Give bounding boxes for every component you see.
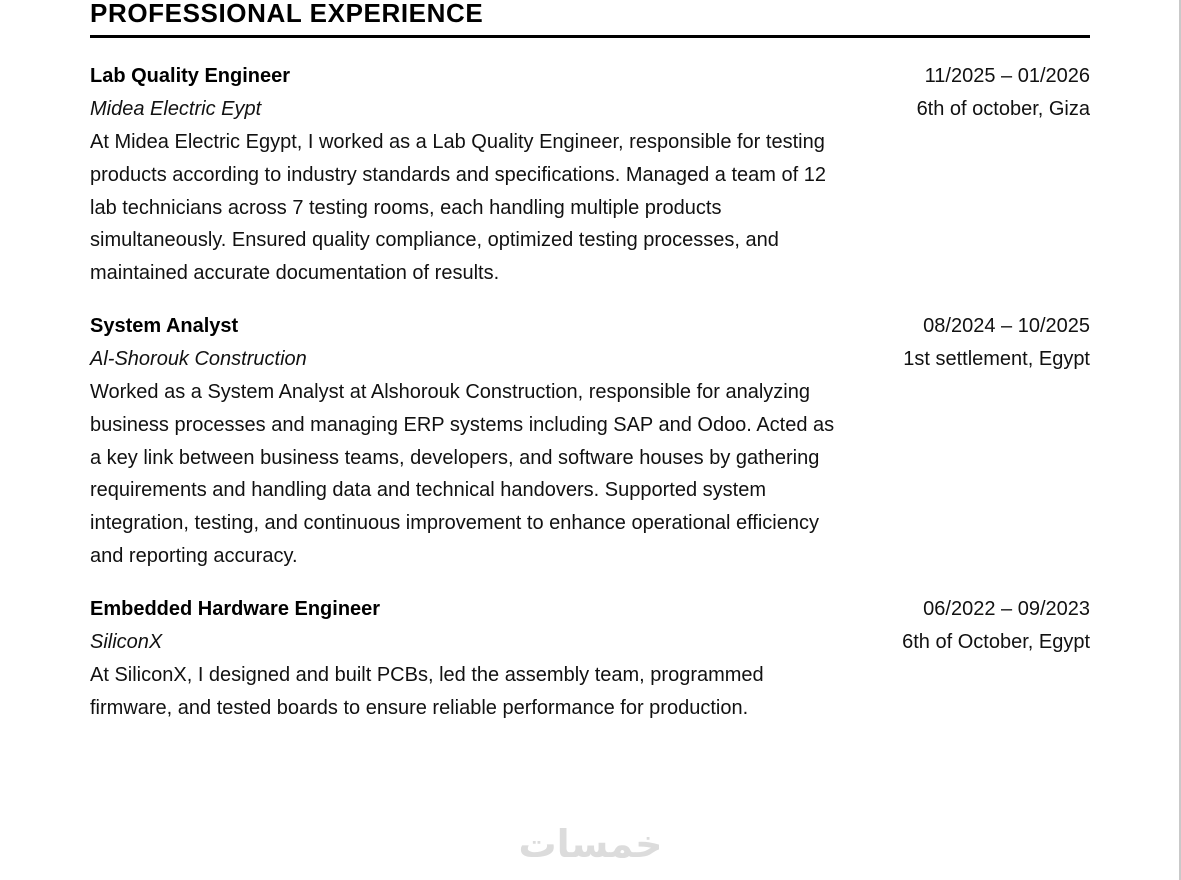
job-title: Embedded Hardware Engineer bbox=[90, 597, 381, 620]
job-company-row bbox=[90, 626, 1090, 659]
job-title: System Analyst bbox=[90, 314, 239, 337]
job-company-row bbox=[90, 343, 1090, 376]
job-company: Midea Electric Eypt bbox=[90, 98, 262, 120]
job-company: SiliconX bbox=[90, 630, 163, 653]
job-company: Al-Shorouk Construction bbox=[90, 347, 307, 370]
job-dates: 08/2024 – 10/2025 bbox=[923, 314, 1090, 337]
job-dates: 06/2022 – 09/2023 bbox=[923, 597, 1090, 620]
watermark-logo: خمسات bbox=[518, 822, 663, 866]
job-description: At SiliconX, I designed and built PCBs, led the assembly team, programmed firmware, and tested boards to ensure reliable performance for production. bbox=[90, 663, 764, 719]
job-dates: 11/2025 – 01/2026 bbox=[924, 65, 1090, 87]
section-title: PROFESSIONAL EXPERIENCE bbox=[90, 0, 1090, 38]
job-location: 1st settlement, Egypt bbox=[903, 347, 1090, 370]
job-company-row bbox=[90, 93, 1090, 126]
experience-section bbox=[90, 0, 1090, 724]
job-location: 6th of October, Egypt bbox=[902, 630, 1090, 653]
job-header-row bbox=[90, 60, 1090, 93]
job-description: At Midea Electric Egypt, I worked as a Lab Quality Engineer, responsible for testing products according to industry standards and specifications. Managed a team of 12 lab technicians across 7 testing rooms, each handling multiple products simultaneously. Ensured quality compliance, optimized testing processes, and maintained accurate documentation of results. bbox=[90, 131, 826, 285]
job-location: 6th of october, Giza bbox=[916, 98, 1090, 120]
job-header-row bbox=[90, 310, 1090, 343]
job-title: Lab Quality Engineer bbox=[90, 65, 291, 87]
job-entry-system-analyst bbox=[90, 310, 1090, 573]
job-entry-lab-quality-engineer bbox=[90, 60, 1090, 290]
job-description: Worked as a System Analyst at Alshorouk Construction, responsible for analyzing business processes and managing ERP systems including SAP and Odoo. Acted as a key link between business teams, developers, and software houses by gathering requirements and handling data and technical handovers. Supported system integration, testing, and continuous improvement to enhance operational efficiency and reporting accuracy. bbox=[90, 380, 835, 567]
job-header-row bbox=[90, 593, 1090, 626]
job-entry-embedded-hardware-engineer bbox=[90, 593, 1090, 725]
